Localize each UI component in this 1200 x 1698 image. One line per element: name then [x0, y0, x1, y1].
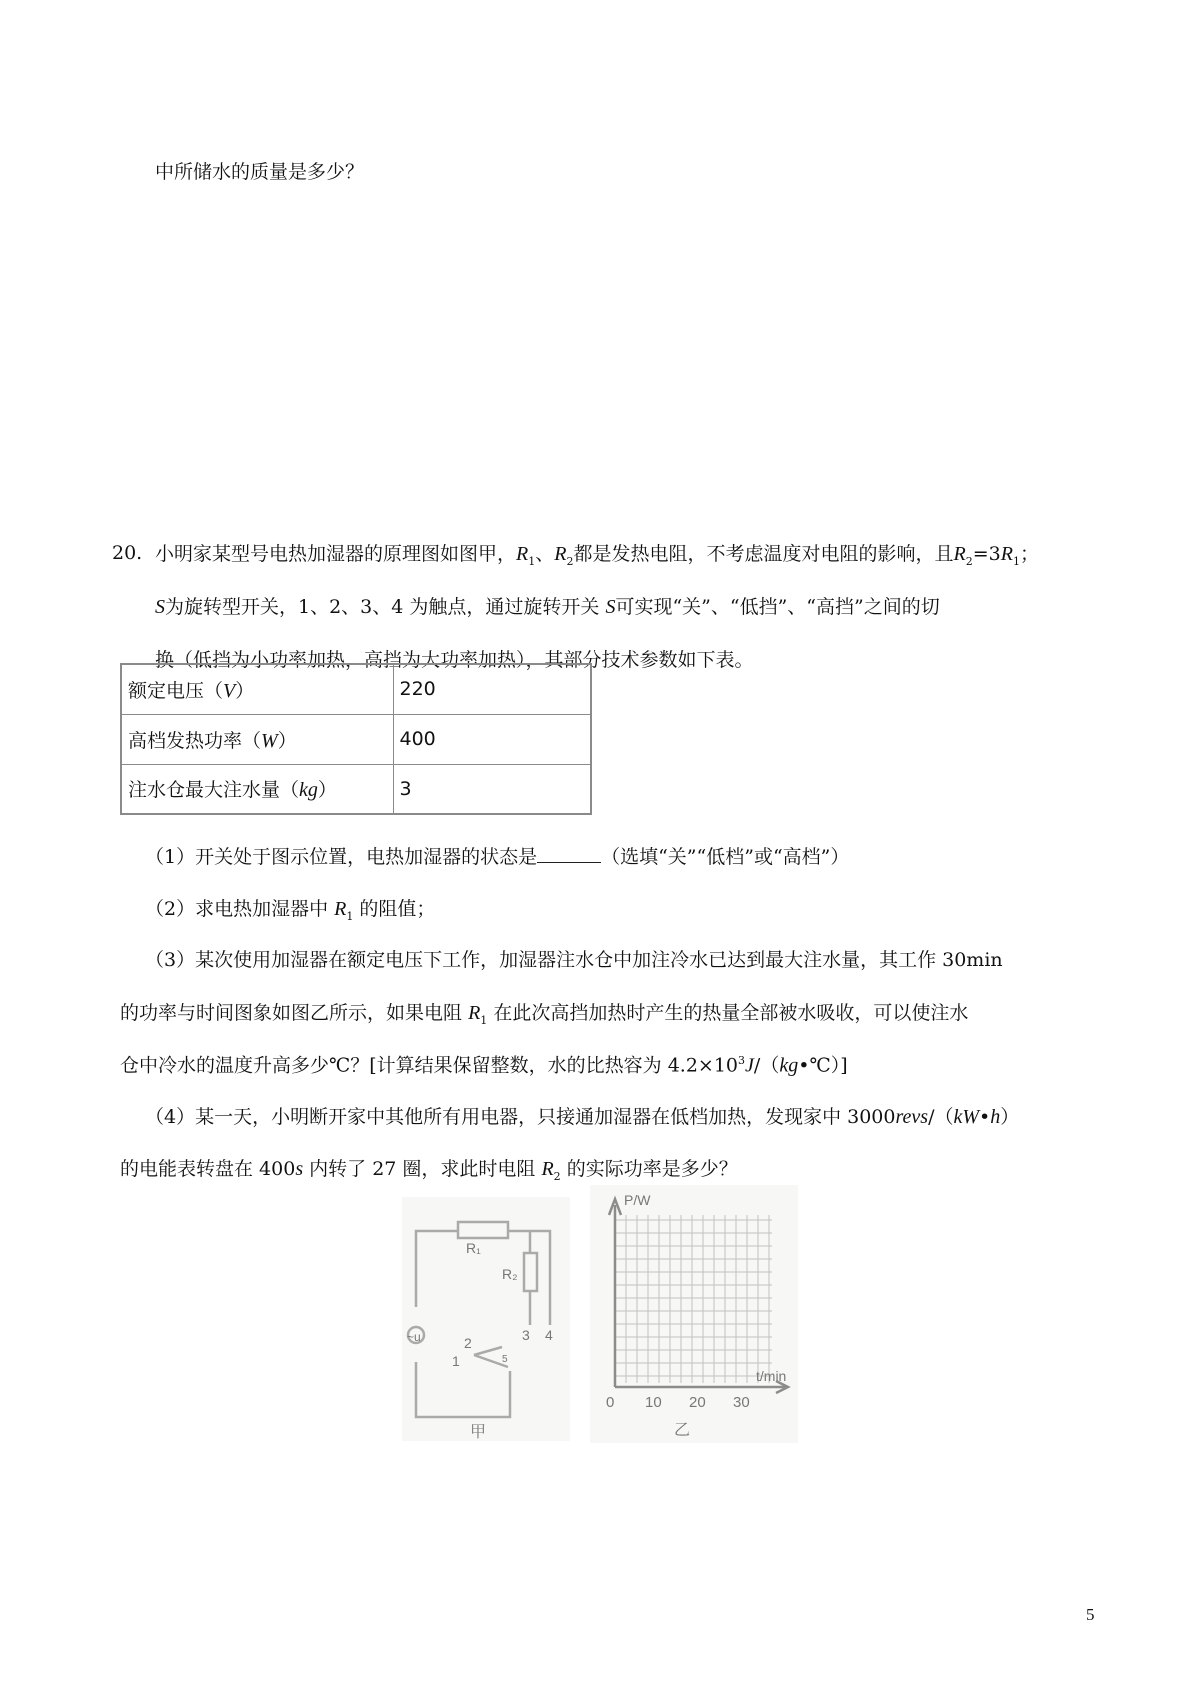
table-cell-value: 3	[393, 764, 591, 814]
q20-line-2-a: 为旋转型开关，1、2、3、4 为触点，通过旋转开关	[165, 596, 600, 618]
question-number: 20.	[112, 542, 143, 564]
sub-question-2: （2）求电热加湿器中 $R_1$ 的阻值；	[145, 898, 436, 923]
contact-5-label: 5	[502, 1354, 508, 1365]
q20-line-1-a: 小明家某型号电热加湿器的原理图如图甲，	[155, 543, 517, 565]
sub-question-3-line-1: （3）某次使用加湿器在额定电压下工作，加湿器注水仓中加注冷水已达到最大注水量，其工作 30min	[145, 949, 1003, 971]
x-axis-label: t/min	[756, 1368, 787, 1384]
r1-label: R₁	[466, 1240, 481, 1256]
y-axis-label: P/W	[624, 1192, 651, 1208]
q20-line-3: 换（低挡为小功率加热，高挡为大功率加热），其部分技术参数如下表。	[155, 649, 754, 671]
table-row	[121, 714, 591, 764]
sub-question-3-line-3: 仓中冷水的温度升高多少℃？[计算结果保留整数，水的比热容为 $4.2\times 10^3J/(kg•℃)$]	[120, 1054, 848, 1077]
sub-question-1: （1）开关处于图示位置，电热加湿器的状态是 （选填“关”“低档”或“高档”）	[145, 846, 850, 868]
sub-question-4-line-2: 的电能表转盘在 400s 内转了 27 圈，求此时电阻 $R_2$ 的实际功率是多少？	[120, 1158, 738, 1183]
table-row	[121, 664, 591, 714]
contact-1-label: 1	[452, 1353, 460, 1369]
figure-yi-caption: 乙	[674, 1422, 691, 1439]
parameters-table	[120, 663, 592, 815]
previous-question-tail: 中所储水的质量是多少？	[155, 161, 365, 183]
x-tick-label: 0	[606, 1394, 615, 1411]
table-row	[121, 764, 591, 814]
circuit-figure	[402, 1197, 570, 1446]
contact-2-label: 2	[464, 1335, 472, 1351]
table-cell-label: 注水仓最大注水量（kg）	[121, 764, 393, 814]
source-label: ~u	[407, 1330, 421, 1344]
r2-label: R₂	[502, 1266, 518, 1282]
x-tick-label: 10	[645, 1394, 662, 1411]
sub-question-3-line-2: 的功率与时间图象如图乙所示，如果电阻 $R_1$ 在此次高挡加热时产生的热量全部被水吸收，可以使注水	[120, 1002, 969, 1027]
x-tick-label: 20	[689, 1394, 706, 1411]
table-cell-value: 220	[393, 664, 591, 714]
q20-line-2: S为旋转型开关，1、2、3、4 为触点，通过旋转开关 S可实现“关”、“低挡”、“高挡”之间的切	[155, 596, 940, 618]
figure-jia-caption: 甲	[470, 1424, 487, 1441]
q20-line-1: 小明家某型号电热加湿器的原理图如图甲，$R_1$、$R_2$都是发热电阻，不考虑温度对电阻的影响，且$R_2=3R_1$；	[155, 543, 1039, 568]
sub-question-4-line-1: （4）某一天，小明断开家中其他所有用电器，只接通加湿器在低档加热，发现家中 3000revs/（kW•h）	[145, 1106, 1020, 1128]
table-cell-label: 额定电压（V）	[121, 664, 393, 714]
table-cell-value: 400	[393, 714, 591, 764]
q20-line-2-b: 可实现“关”、“低挡”、“高挡”之间的切	[615, 596, 940, 618]
q20-line-1-b: 都是发热电阻，不考虑温度对电阻的影响，且	[573, 543, 954, 565]
answer-blank[interactable]	[537, 847, 601, 863]
power-time-figure	[590, 1185, 798, 1448]
page-number: 5	[1086, 1605, 1095, 1624]
contact-3-label: 3	[522, 1327, 530, 1343]
x-tick-label: 30	[733, 1394, 750, 1411]
table-cell-label: 高档发热功率（W）	[121, 714, 393, 764]
contact-4-label: 4	[545, 1327, 553, 1343]
